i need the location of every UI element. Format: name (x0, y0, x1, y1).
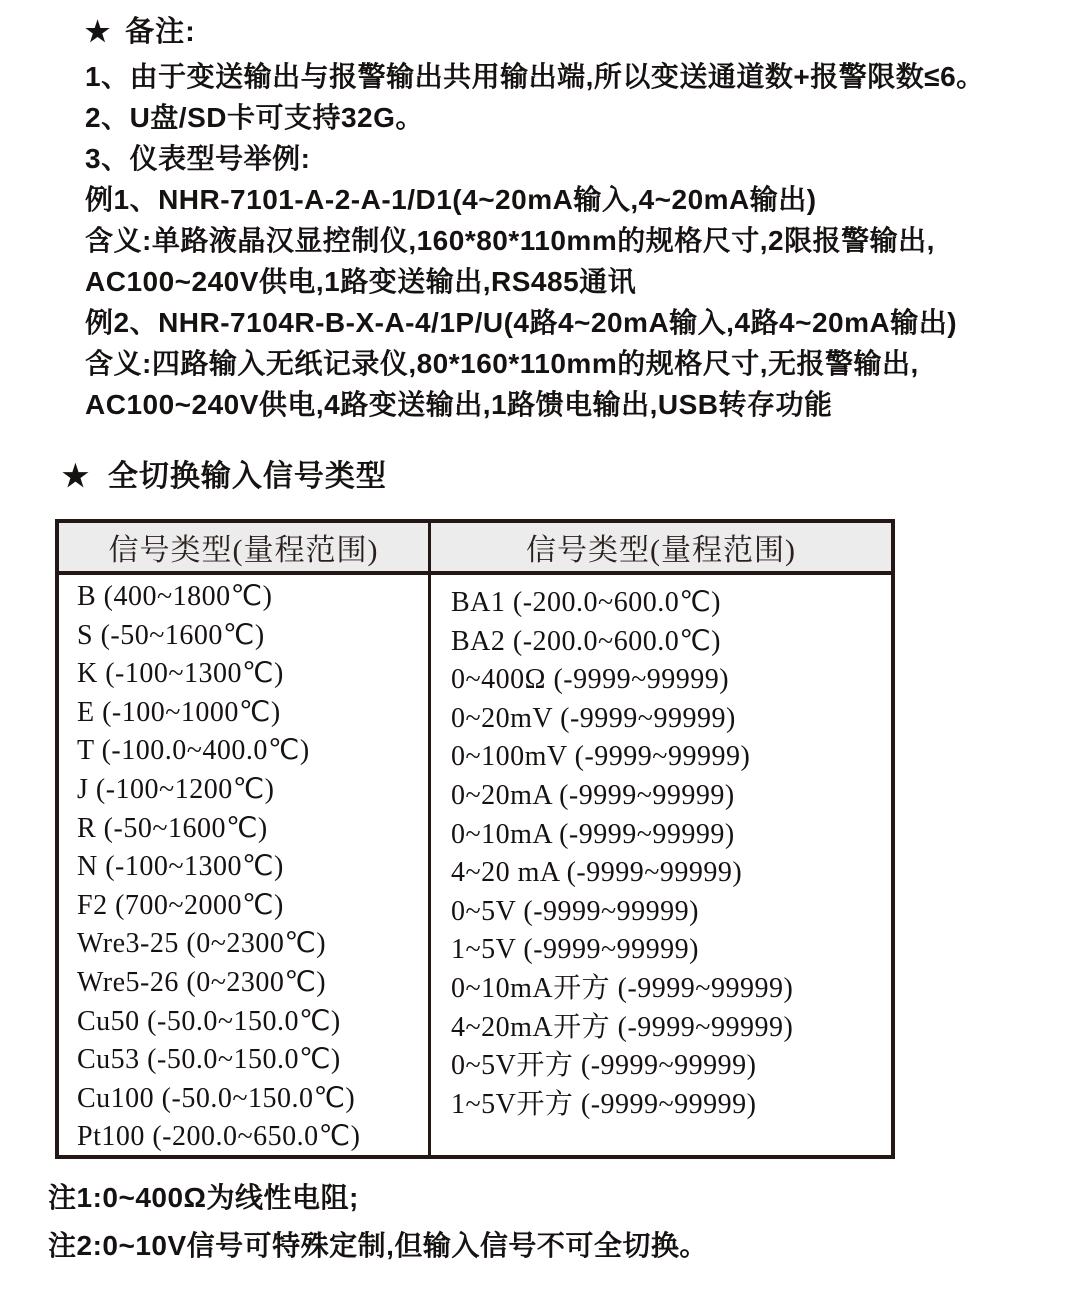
star-icon: ★ (62, 460, 90, 493)
note-line: AC100~240V供电,4路变送输出,1路馈电输出,USB转存功能 (85, 389, 833, 420)
table-row: 4~20 mA (-9999~99999) (451, 857, 743, 889)
note-line: 3、仪表型号举例: (85, 143, 311, 174)
table-row: 0~10mA (-9999~99999) (451, 818, 735, 850)
signal-table-body (59, 575, 891, 1155)
table-row: Wre3-25 (0~2300℃) (77, 928, 327, 960)
note-line: 含义:四路输入无纸记录仪,80*160*110mm的规格尺寸,无报警输出, (85, 348, 919, 379)
table-row: Cu50 (-50.0~150.0℃) (77, 1005, 341, 1037)
remarks-section (85, 12, 1045, 425)
table-row: K (-100~1300℃) (77, 658, 284, 690)
table-row: N (-100~1300℃) (77, 851, 284, 883)
table-row: 0~100mV (-9999~99999) (451, 741, 751, 773)
note-line: 例1、NHR-7101-A-2-A-1/D1(4~20mA输入,4~20mA输出) (85, 184, 817, 215)
table-row: 0~20mA (-9999~99999) (451, 779, 735, 811)
table-row: Wre5-26 (0~2300℃) (77, 966, 327, 998)
signal-table-header-row (59, 523, 891, 575)
table-row: 0~5V (-9999~99999) (451, 895, 699, 927)
table-row: 1~5V开方 (-9999~99999) (451, 1088, 757, 1120)
table-row: R (-50~1600℃) (77, 812, 268, 844)
star-icon: ★ (85, 16, 112, 47)
remarks-title (85, 12, 1045, 52)
table-row: J (-100~1200℃) (77, 773, 275, 805)
signal-type-table (55, 519, 895, 1159)
table-row: T (-100.0~400.0℃) (77, 735, 310, 767)
note-line: AC100~240V供电,1路变送输出,RS485通讯 (85, 266, 637, 297)
signal-table-header-left: 信号类型(量程范围) (59, 523, 431, 571)
note-line: 2、U盘/SD卡可支持32G。 (85, 102, 424, 133)
footnote-line: 注2:0~10V信号可特殊定制,但输入信号不可全切换。 (48, 1230, 708, 1261)
signal-table-header-right: 信号类型(量程范围) (526, 534, 796, 567)
table-row: E (-100~1000℃) (77, 696, 281, 728)
note-line: 例2、NHR-7104R-B-X-A-4/1P/U(4路4~20mA输入,4路4~20mA输出) (85, 307, 958, 338)
table-row: 0~20mV (-9999~99999) (451, 702, 736, 734)
table-row: BA1 (-200.0~600.0℃) (451, 587, 721, 618)
remarks-title-text: 备注: (125, 16, 196, 48)
table-row: B (400~1800℃) (77, 581, 273, 612)
note-line: 1、由于变送输出与报警输出共用输出端,所以变送通道数+报警限数≤6。 (85, 61, 985, 92)
table-row: F2 (700~2000℃) (77, 889, 284, 921)
signal-section-title-text: 全切换输入信号类型 (107, 460, 387, 493)
remarks-list (85, 56, 1045, 425)
footnotes (48, 1174, 708, 1270)
footnote-line: 注1:0~400Ω为线性电阻; (48, 1182, 359, 1213)
table-row: S (-50~1600℃) (77, 619, 265, 651)
table-row: 0~10mA开方 (-9999~99999) (451, 972, 794, 1004)
table-row: 4~20mA开方 (-9999~99999) (451, 1011, 794, 1043)
note-line: 含义:单路液晶汉显控制仪,160*80*110mm的规格尺寸,2限报警输出, (85, 225, 935, 256)
signal-table-left-column (59, 575, 431, 1155)
table-row: BA2 (-200.0~600.0℃) (451, 625, 721, 657)
signal-table-right-column (431, 575, 891, 1155)
table-row: Cu53 (-50.0~150.0℃) (77, 1044, 341, 1076)
table-row: Cu100 (-50.0~150.0℃) (77, 1082, 356, 1114)
signal-section-title (62, 458, 387, 496)
table-row: 0~400Ω (-9999~99999) (451, 664, 730, 696)
table-row: 1~5V (-9999~99999) (451, 934, 699, 966)
table-row: Pt100 (-200.0~650.0℃) (77, 1121, 361, 1153)
table-row: 0~5V开方 (-9999~99999) (451, 1050, 757, 1082)
